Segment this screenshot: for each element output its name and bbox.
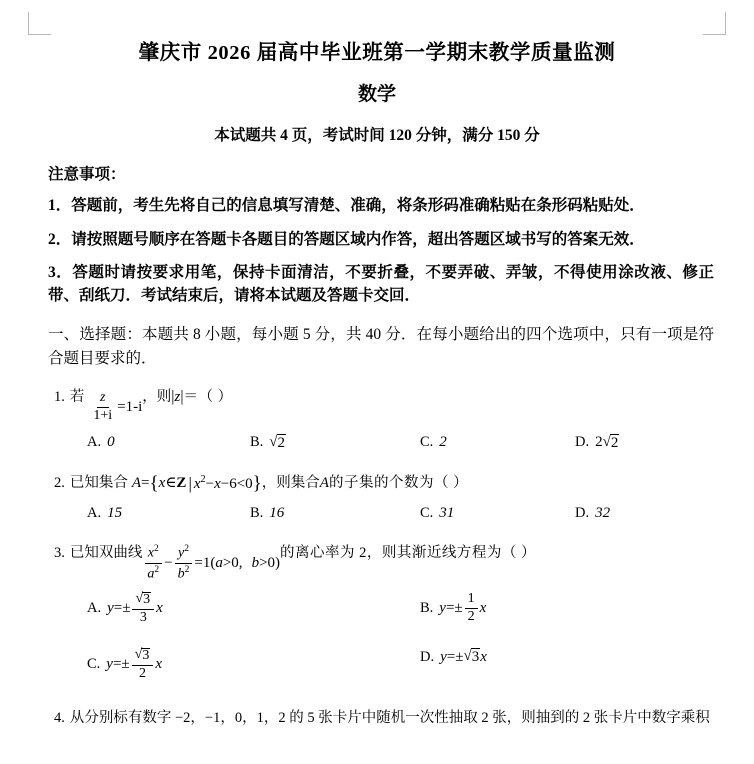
option-a-label: A.: [87, 433, 102, 450]
fraction-x-squared-over-a-squared: [144, 544, 162, 582]
option-b-label: B.: [420, 599, 434, 616]
fraction-numerator: √ 3: [132, 592, 154, 610]
set-condition: $x^2-x-6<0$: [193, 473, 253, 492]
question-2-options: [40, 505, 714, 529]
option-d-label: D.: [575, 434, 590, 451]
section-one-header: 一、选择题：本题共 8 小题，每小题 5 分，共 40 分．在每小题给出的四个选项中，只有一项是符合题目要求的．: [48, 326, 714, 368]
exam-meta-line: 本试题共 4 页，考试时间 120 分钟，满分 150 分: [214, 127, 540, 145]
question-2-option-c[interactable]: [420, 505, 454, 522]
fraction-sqrt3-over-2: [132, 648, 154, 681]
question-2-close: 的子集的个数为（ ）: [328, 475, 469, 492]
question-1-option-b[interactable]: [250, 434, 286, 452]
option-c-label: C.: [420, 433, 434, 450]
question-4: [54, 708, 714, 730]
page-title: 肇庆市 2026 届高中毕业班第一学期末教学质量监测: [138, 42, 616, 64]
question-3-option-b[interactable]: [420, 592, 486, 624]
option-c-label: C.: [87, 656, 101, 673]
fraction-denominator: 2: [139, 665, 147, 681]
brace-left: {: [149, 472, 159, 494]
option-d-value: 32: [595, 505, 611, 522]
option-d-value: 2 √ 2: [595, 433, 619, 451]
question-2-set-definition: A = { x ∈ Z | $x^2-x-6<0$ }: [131, 472, 262, 494]
integer-set-symbol: Z: [176, 475, 187, 492]
option-d-label: D.: [575, 505, 590, 522]
modulus-variable: z: [174, 388, 181, 405]
brace-right: }: [252, 472, 262, 494]
fraction-y-squared-over-b-squared: [175, 544, 193, 582]
question-1-options: [40, 434, 714, 458]
question-1-lead: 若: [69, 389, 85, 406]
question-2-option-a[interactable]: [87, 505, 122, 522]
question-1-option-c[interactable]: [420, 434, 447, 451]
question-1-option-d[interactable]: [575, 434, 619, 452]
fraction-numerator: 1: [465, 592, 478, 609]
option-a-value: 0: [107, 433, 115, 450]
fraction-denominator: 3: [139, 609, 147, 625]
fraction-numerator: $y^2$: [175, 544, 192, 563]
fraction-1-over-2: [465, 592, 478, 624]
set-builder-bar: |: [188, 473, 192, 493]
question-1: [54, 385, 714, 423]
question-1-option-a[interactable]: [87, 434, 115, 451]
abs-bar-right: |: [180, 388, 184, 406]
fraction-denominator: $b^2$: [177, 564, 190, 582]
notice-item-3: 3．答题时请按要求用笔，保持卡面清洁，不要折叠，不要弄破、弄皱，不得使用涂改液、修正带、刮纸刀．考试结束后，请将本试题及答题卡交回．: [48, 264, 714, 304]
question-2-option-d[interactable]: [575, 505, 610, 522]
question-2: [54, 472, 714, 496]
question-3-tail: 的离心率为 2，则其渐近线方程为（ ）: [280, 545, 537, 562]
fraction-denominator: 1+i: [93, 407, 113, 423]
option-b-value: y =± $\frac{1}{2}$ x: [439, 591, 487, 624]
question-1-close: ＝（ ）: [183, 389, 233, 406]
option-d-label: D.: [420, 648, 435, 665]
sqrt-2-radical: √ 2: [602, 433, 619, 451]
option-b-value: 16: [269, 505, 285, 522]
option-d-value: y =± √ 3 x: [440, 648, 487, 666]
question-3-options-row-2: [40, 648, 714, 694]
notice-item-1: 1．答题前，考生先将自己的信息填写清楚、准确，将条形码准确粘贴在条形码粘贴处．: [48, 197, 645, 215]
question-4-number: 4.: [54, 710, 65, 727]
option-b-label: B.: [250, 505, 264, 522]
question-3-option-a[interactable]: [87, 592, 163, 625]
question-3-option-c[interactable]: [87, 648, 162, 681]
set-name-reference: A: [319, 475, 329, 492]
subject-heading: 数学: [357, 83, 396, 105]
fraction-numerator: $x^2$: [145, 544, 162, 563]
notice-item-2: 2．请按照题号顺序在答题卡各题目的答题区域内作答，超出答题区域书写的答案无效．: [48, 230, 645, 248]
option-c-value: 2: [439, 433, 447, 450]
abs-bar-left: |: [171, 388, 175, 406]
question-3-options-row-1: [40, 592, 714, 638]
fraction-z-over-1-plus-i: [90, 391, 115, 423]
question-3: [54, 543, 714, 582]
fraction-denominator: $a^2$: [147, 564, 160, 582]
fraction-numerator: √ 3: [132, 648, 154, 666]
notice-heading: 注意事项：: [48, 166, 126, 184]
option-a-value: 15: [107, 505, 123, 522]
question-2-lead: 已知集合: [69, 475, 128, 492]
option-a-label: A.: [87, 600, 102, 617]
option-c-value: 31: [439, 505, 455, 522]
question-1-modulus: [171, 385, 183, 409]
sqrt-3-radical: √ 3: [463, 648, 480, 666]
option-a-value: y =± √ 3 3 x: [107, 591, 163, 625]
question-1-tail: ，则: [142, 389, 172, 406]
fraction-numerator: z: [97, 391, 108, 408]
equation-right-side: =1-i: [117, 399, 143, 416]
sqrt-2-radical: √ 2: [269, 433, 286, 451]
hyperbola-right-side: =1(a>0, b>0): [194, 555, 281, 572]
question-4-text: 从分别标有数字 −2，−1，0，1，2 的 5 张卡片中随机一次性抽取 2 张，则抽到的 2 张卡片中数字乘积: [69, 710, 710, 727]
set-member-variable: x: [158, 475, 166, 492]
question-3-hyperbola-equation: $\frac{x^2}{a^2}$ − $\frac{y^2}{b^2}$ =1(a>0, b>0): [142, 544, 280, 582]
set-variable: A: [131, 475, 142, 492]
question-2-option-b[interactable]: [250, 505, 284, 522]
option-a-label: A.: [87, 505, 102, 522]
fraction-denominator: 2: [467, 608, 475, 624]
question-3-number: 3.: [54, 545, 65, 562]
option-c-label: C.: [420, 505, 434, 522]
question-2-tail: ，则集合: [261, 475, 320, 492]
option-b-value: [269, 434, 286, 452]
option-c-value: y =± √ 3 2 x: [106, 647, 163, 681]
question-1-number: 1.: [54, 389, 65, 406]
question-1-formula: [88, 391, 142, 423]
question-2-number: 2.: [54, 475, 65, 492]
option-b-label: B.: [250, 434, 264, 451]
question-3-lead: 已知双曲线: [69, 545, 143, 562]
fraction-sqrt3-over-3: [132, 592, 154, 625]
question-3-option-d[interactable]: [420, 648, 487, 666]
